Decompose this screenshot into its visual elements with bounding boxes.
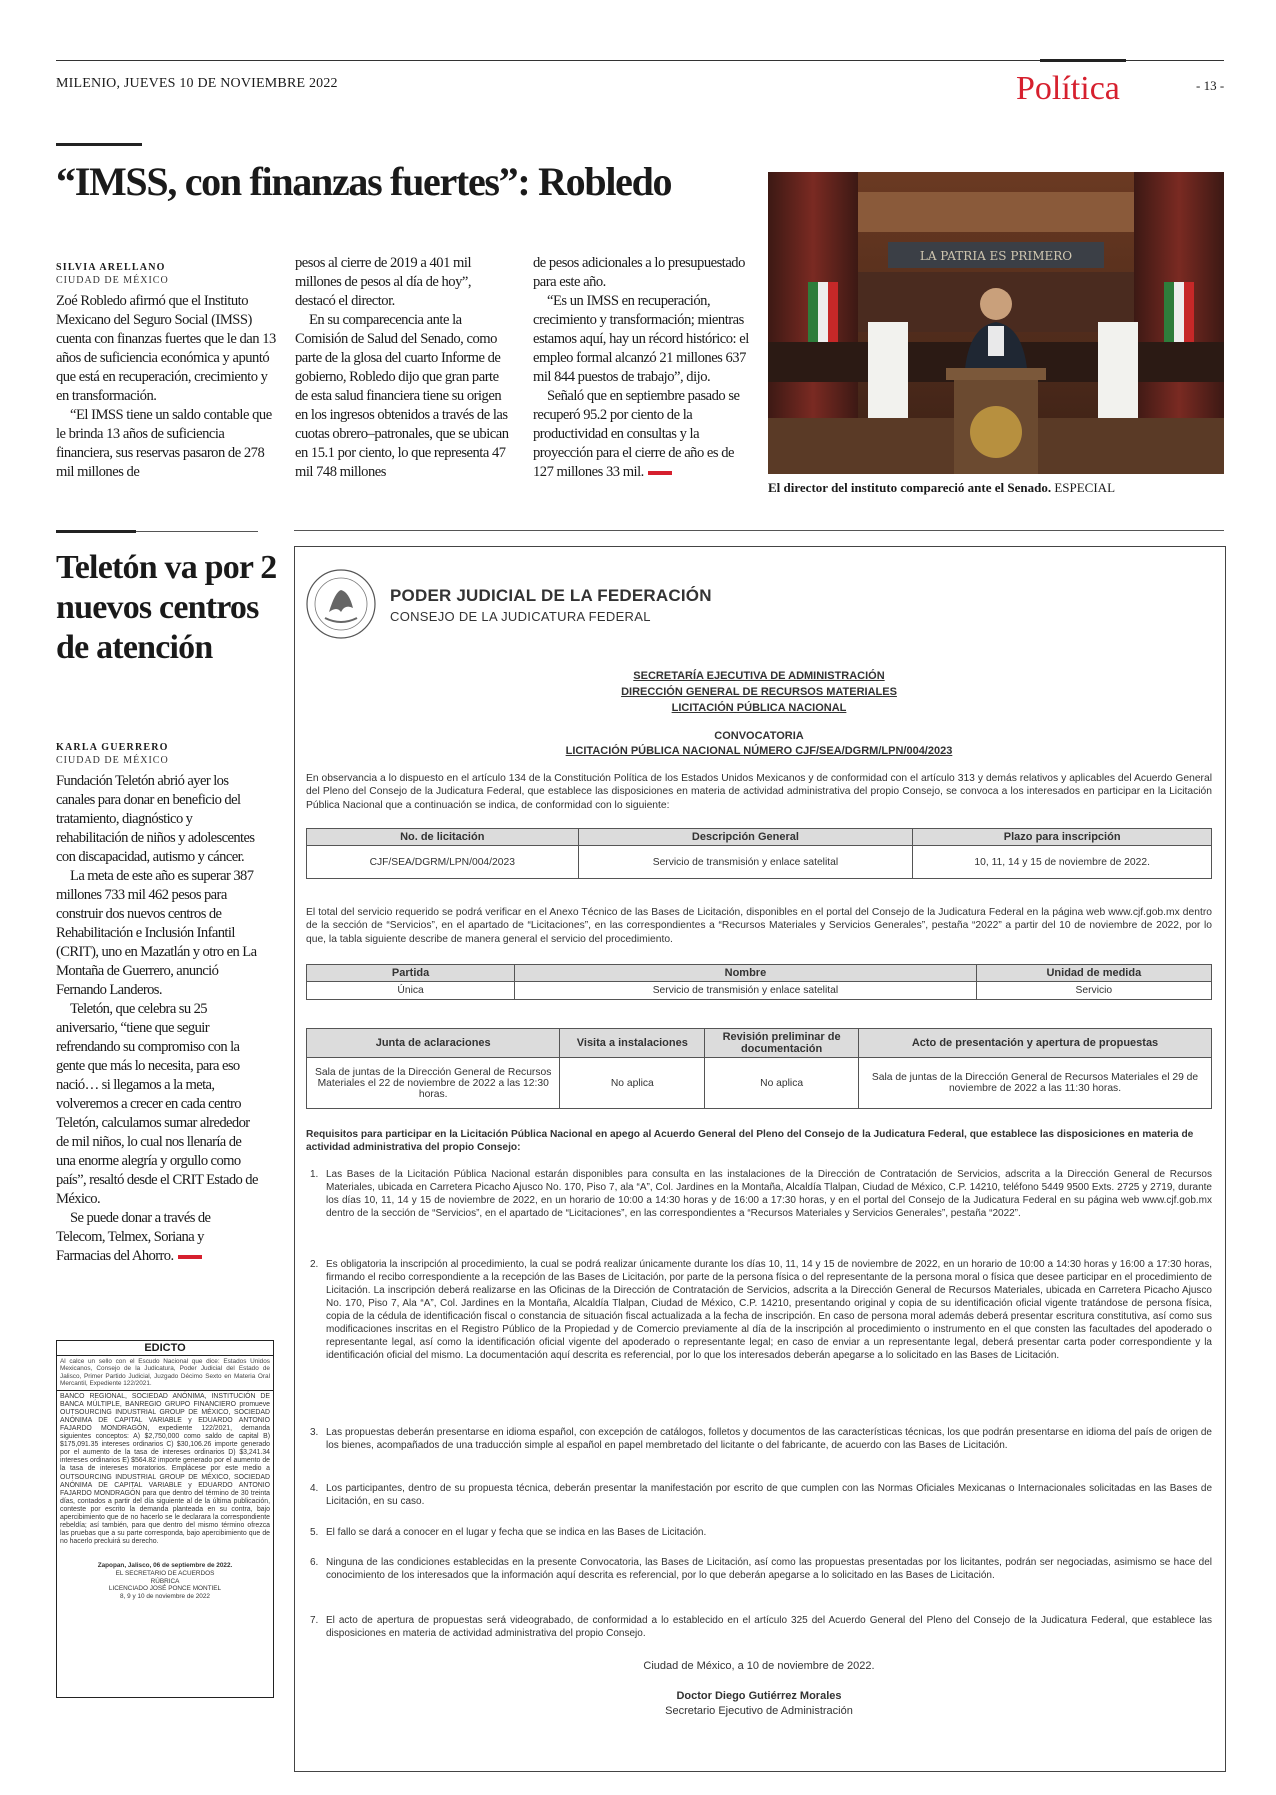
- photo-banner: LA PATRIA ES PRIMERO: [919, 249, 1073, 263]
- article1-city: CIUDAD DE MÉXICO: [56, 275, 169, 286]
- divider: [136, 531, 258, 532]
- headline-accent: [56, 143, 142, 146]
- edicto-signature: [57, 1562, 273, 1600]
- edicto-title: EDICTO: [57, 1341, 273, 1356]
- article1-col1: [56, 262, 276, 482]
- paragraph: de pesos adicionales a lo presupuestado para este año.: [533, 255, 745, 290]
- table-header: Nombre: [515, 965, 977, 982]
- end-mark: [178, 1255, 202, 1259]
- paragraph: La meta de este año es superar 387 millones 733 mil 462 pesos para construir dos nuevos centros de Rehabilitación e Inclusión Infantil (CRIT), uno en Mazatlán y otro en La Montaña de Guerrero, anunció Fernando Landeros.: [56, 868, 257, 998]
- edicto-role: EL SECRETARIO DE ACUERDOS: [115, 1570, 215, 1577]
- requirement-text: El acto de apertura de propuestas será videograbado, de conformidad a lo establecido en el artículo 325 del Acuerdo General del Pleno del Consejo de la Judicatura Federal, que establece las disposiciones en materia de actividad administrativa del propio Consejo.: [326, 1615, 1212, 1639]
- requirement-item: 6. Ninguna de las condiciones establecidas en la presente Convocatoria, las Bases de Licitación, así como las propuestas presentadas por los licitantes, podrán ser negociadas, asimismo se hace del conocimiento de los interesados que la información aquí descrita es referencial, por lo que deberán apegarse a lo solicitado en las Bases de Licitación.: [310, 1557, 1212, 1581]
- paragraph: Zoé Robledo afirmó que el Instituto Mexicano del Seguro Social (IMSS) cuenta con finanzas fuertes que le dan 13 años de suficiencia económica y apuntó que está en recuperación, crecimiento y en transformación.: [56, 293, 276, 404]
- table-cell: Servicio: [976, 982, 1211, 1000]
- requirement-text: Es obligatoria la inscripción al procedimiento, la cual se podrá realizar únicamente durante los días 10, 11, 14 y 15 de noviembre de 2022, en un horario de 10:00 a 14:30 horas y 16:00 a 17:30 horas, firmando el recibo correspondiente a la recepción de las Bases de Licitación, por parte de la persona física o del representante de la persona moral o física que desee participar en el procedimiento de Licitación. La inscripción deberá realizarse en las Oficinas de la Dirección de Contratación de Servicios, adscrita a la Dirección General de Recursos Materiales, ubicada en Carretera Picacho Ajusco No. 170, Piso 7, Ala “A”, Col. Jardines en la Montaña, Alcaldía Tlalpan, Ciudad de México, C.P. 14210, presentando original y copia de su identificación oficial vigente tratándose de persona física, copia de la cédula de identificación fiscal o constancia de situación fiscal actualizada a la fecha de inscripción. En caso de persona moral además deberá presentar escritura constitutiva, así como sus modificaciones inscritas en el Registro Público de la Propiedad y de Comercio previamente al día de la inscripción al procedimiento o instrumento en el que consten las facultades del apoderado o representante legal, así como la identificación oficial vigente del apoderado o representante legal; en caso de enviar a un representante legal, deberá presentar carta poder correspondiente y la identificación oficial del mismo. La documentación aquí descrita es referencial, por lo que los interesados deberán apegarse a lo solicitado en las Bases de Licitación.: [326, 1259, 1212, 1361]
- licitacion-number: LICITACIÓN PÚBLICA NACIONAL NÚMERO CJF/SEA/DGRM/LPN/004/2023: [565, 745, 953, 757]
- table-cell: CJF/SEA/DGRM/LPN/004/2023: [307, 846, 579, 879]
- photo-credit: ESPECIAL: [1054, 480, 1116, 495]
- table-cell: Única: [307, 982, 515, 1000]
- article2-city: CIUDAD DE MÉXICO: [56, 755, 169, 766]
- requirement-text: El fallo se dará a conocer en el lugar y fecha que se indica en las Bases de Licitación.: [326, 1527, 707, 1538]
- article1-col3: [533, 254, 751, 482]
- section-title: Política: [1016, 70, 1120, 107]
- table-cell: No aplica: [705, 1058, 859, 1109]
- edicto-dates: 8, 9 y 10 de noviembre de 2022: [120, 1592, 210, 1600]
- divider: [294, 530, 1224, 531]
- signer-name: Doctor Diego Gutiérrez Morales: [676, 1690, 842, 1702]
- place-date: Ciudad de México, a 10 de noviembre de 2022.: [643, 1660, 875, 1672]
- photo-caption: [768, 480, 1115, 496]
- headline-accent: [56, 530, 136, 533]
- paragraph: En su comparecencia ante la Comisión de Salud del Senado, como parte de la glosa del cuarto Informe de gobierno, Robledo dijo que gran parte de esta salud financiera tiene su origen en los ingresos obtenidos a través de las cuotas obrero–patronales, que se ubican en 15.1 por ciento, lo que representa 47 mil 748 millones: [295, 312, 509, 480]
- edicto-body: BANCO REGIONAL, SOCIEDAD ANÓNIMA, INSTITUCIÓN DE BANCA MÚLTIPLE, BANREGIO GRUPO FINANCIERO promueve OUTSOURCING INDUSTRIAL GROUP DE MÉXICO, SOCIEDAD ANÓNIMA DE CAPITAL VARIABLE y EDUARDO ANTONIO FAJARDO MONDRAGÓN, expediente 122/2021, demanda siguientes conceptos: A) $2,750,000 como saldo de capital B) $175,091.35 intereses ordinarios C) $30,106.26 importe generado por el aumento de la tasa de intereses ordinarios D) $3,241.34 intereses ordinarios E) $564.82 importe generado por el aumento de la tasa de intereses moratorios. Emplácese por este medio a OUTSOURCING INDUSTRIAL GROUP DE MÉXICO, SOCIEDAD ANÓNIMA DE CAPITAL VARIABLE y EDUARDO ANTONIO FAJARDO MONDRAGÓN para que dentro del término de 30 treinta días, contados a partir del día siguiente al de la última publicación, conteste por escrito la demanda planteada en su contra, bajo apercibimiento que de no hacerlo se le declarara la correspondiente rebeldía; así también, para que dentro del mismo término ofrezca las pruebas que a su parte corresponda, bajo apercibimiento que de no hacerlo precluirá su derecho.: [60, 1392, 270, 1546]
- article2-headline: Teletón va por 2 nuevos centros de atención: [56, 549, 277, 666]
- requirement-item: 2. Es obligatoria la inscripción al procedimiento, la cual se podrá realizar únicamente durante los días 10, 11, 14 y 15 de noviembre de 2022, en un horario de 10:00 a 14:30 horas y 16:00 a 17:30 horas, firmando el recibo correspondiente a la recepción de las Bases de Licitación, por parte de la persona física o del representante de la persona moral o física que desee participar en el procedimiento de Licitación. La inscripción deberá realizarse en las Oficinas de la Dirección de Contratación de Servicios, adscrita a la Dirección General de Recursos Materiales, ubicada en Carretera Picacho Ajusco No. 170, Piso 7, Ala “A”, Col. Jardines en la Montaña, Alcaldía Tlalpan, Ciudad de México, C.P. 14210, presentando original y copia de su identificación oficial vigente tratándose de persona física, copia de la cédula de identificación fiscal o constancia de situación fiscal actualizada a la fecha de inscripción. En caso de persona moral además deberá presentar escritura constitutiva, así como sus modificaciones inscritas en el Registro Público de la Propiedad y de Comercio previamente al día de la inscripción al procedimiento o instrumento en el que consten las facultades del apoderado o representante legal, así como la identificación oficial vigente del apoderado o representante legal; en caso de enviar a un representante legal, deberá presentar carta poder correspondiente y la identificación oficial del mismo. La documentación aquí descrita es referencial, por lo que los interesados deberán apegarse a lo solicitado en las Bases de Licitación.: [310, 1259, 1212, 1361]
- requirement-text: Ninguna de las condiciones establecidas en la presente Convocatoria, las Bases de Licitación, así como las propuestas presentadas por los licitantes, podrán ser negociadas, asimismo se hace del conocimiento de los interesados que la información aquí descrita es referencial, por lo que deberán apegarse a lo solicitado en las Bases de Licitación.: [326, 1557, 1212, 1581]
- paragraph: Fundación Teletón abrió ayer los canales para donar en beneficio del tratamiento, diagnóstico y rehabilitación de niños y adolescentes con discapacidad, autismo y cáncer.: [56, 773, 255, 865]
- caption-text: El director del instituto compareció ante el Senado.: [768, 480, 1052, 495]
- paragraph: “Es un IMSS en recuperación, crecimiento y transformación; mientras estamos aquí, hay un récord histórico: el empleo formal alcanzó 21 millones 637 mil 844 puestos de trabajo”, dijo.: [533, 293, 749, 385]
- paragraph-text: Señaló que en septiembre pasado se recuperó 95.2 por ciento de la productividad en consultas y la proyección para el cierre de año es de 127 millones 33 mil.: [533, 388, 740, 480]
- requirement-item: 4. Los participantes, dentro de su propuesta técnica, deberán presentar la manifestación por escrito de que cumplen con las Normas Oficiales Mexicanas o Internacionales solicitadas en las Bases de Licitación, en su caso.: [310, 1483, 1212, 1507]
- requirement-text: Las Bases de la Licitación Pública Nacional estarán disponibles para consulta en las instalaciones de la Dirección de Contratación de Servicios, adscrita a la Dirección General de Recursos Materiales, ubicada en Carretera Picacho Ajusco No. 170, Piso 7, ala “A”, Col. Jardines en la Montaña, Alcaldía Tlalpan, Ciudad de México, C.P. 14210, teléfono 5449 9500 Exts. 2725 y 2719, durante los días 10, 11, 14 y 15 de noviembre de 2022, en un horario de 10:00 a 14:30 horas y de 16:00 a 17:30 horas, y en el portal del Consejo de la Judicatura Federal en su página web www.cjf.gob.mx dentro de la sección de “Servicios”, en el apartado de “Licitaciones”, en las correspondientes a “Recursos Materiales y Servicios Generales”, pestaña “2022”.: [326, 1169, 1212, 1219]
- article1-col2: [295, 254, 513, 482]
- table-header: Descripción General: [578, 829, 913, 846]
- requirement-item: 7. El acto de apertura de propuestas será videograbado, de conformidad a lo establecido en el artículo 325 del Acuerdo General del Pleno del Consejo de la Judicatura Federal, que establece las disposiciones en materia de actividad administrativa del propio Consejo.: [310, 1615, 1212, 1639]
- requirement-item: 1. Las Bases de la Licitación Pública Nacional estarán disponibles para consulta en las instalaciones de la Dirección de Contratación de Servicios, adscrita a la Dirección General de Recursos Materiales, ubicada en Carretera Picacho Ajusco No. 170, Piso 7, ala “A”, Col. Jardines en la Montaña, Alcaldía Tlalpan, Ciudad de México, C.P. 14210, teléfono 5449 9500 Exts. 2725 y 2719, durante los días 10, 11, 14 y 15 de noviembre de 2022, en un horario de 10:00 a 14:30 horas y de 16:00 a 17:30 horas, y en el portal del Consejo de la Judicatura Federal en su página web www.cjf.gob.mx dentro de la sección de “Servicios”, en el apartado de “Licitaciones”, en las correspondientes a “Recursos Materiales y Servicios Generales”, pestaña “2022”.: [310, 1169, 1212, 1219]
- table-cell: Servicio de transmisión y enlace satelital: [578, 846, 913, 879]
- table-header: Plazo para inscripción: [913, 829, 1212, 846]
- requirement-text: Los participantes, dentro de su propuesta técnica, deberán presentar la manifestación por escrito de que cumplen con las Normas Oficiales Mexicanas o Internacionales solicitadas en las Bases de Licitación, en su caso.: [326, 1483, 1212, 1507]
- table-header: Junta de aclaraciones: [307, 1029, 560, 1058]
- table-header: Acto de presentación y apertura de propuestas: [859, 1029, 1212, 1058]
- events-table: [306, 1028, 1212, 1109]
- dept-line: SECRETARÍA EJECUTIVA DE ADMINISTRACIÓN: [633, 670, 885, 682]
- edicto-signer: LICENCIADO JOSÉ PONCE MONTIEL: [108, 1585, 222, 1593]
- requirements-title: Requisitos para participar en la Licitación Pública Nacional en apego al Acuerdo General del Pleno del Consejo de la Judicatura Federal, que establece las disposiciones en materia de actividad administrativa del propio Consejo:: [306, 1129, 1194, 1153]
- service-paragraph: El total del servicio requerido se podrá verificar en el Anexo Técnico de las Bases de Licitación, disponibles en el portal del Consejo de la Judicatura Federal en la página web www.cjf.gob.mx dentro de la sección de “Servicios”, en el apartado de “Licitaciones”, en las correspondientes a “Recursos Materiales y Servicios Generales”, pestaña “2022” a partir del 10 de noviembre de 2022, por lo que, la tabla siguiente describe de manera general el servicio del procedimiento.: [306, 907, 1212, 945]
- table-cell: Servicio de transmisión y enlace satelital: [515, 982, 977, 1000]
- edicto-place: Zapopan, Jalisco, 06 de septiembre de 2022.: [97, 1562, 233, 1570]
- signer-title: Secretario Ejecutivo de Administración: [665, 1705, 853, 1717]
- paragraph: “El IMSS tiene un saldo contable que le brinda 13 años de suficiencia financiera, sus reservas pasaron de 278 mil millones de: [56, 407, 272, 480]
- article2-body: [56, 742, 260, 1266]
- table-cell: Sala de juntas de la Dirección General de Recursos Materiales el 22 de noviembre de 2022 a las 12:30 horas.: [307, 1058, 560, 1109]
- table-header: Unidad de medida: [976, 965, 1211, 982]
- table-cell: Sala de juntas de la Dirección General de Recursos Materiales el 29 de noviembre de 2022 a las 11:30 horas.: [859, 1058, 1212, 1109]
- org-title: PODER JUDICIAL DE LA FEDERACIÓN: [390, 586, 712, 605]
- table-header: Revisión preliminar de documentación: [705, 1029, 859, 1058]
- paragraph: pesos al cierre de 2019 a 401 mil millones de pesos al día de hoy”, destacó el director.: [295, 255, 472, 309]
- paper-date: MILENIO, JUEVES 10 DE NOVIEMBRE 2022: [56, 76, 338, 91]
- national-seal-icon: [305, 568, 377, 640]
- table-header: Visita a instalaciones: [560, 1029, 705, 1058]
- partida-table: [306, 964, 1212, 1000]
- page-number: - 13 -: [1196, 78, 1225, 93]
- paragraph: Teletón, que celebra su 25 aniversario, “tiene que seguir refrendando su compromiso con la gente que más lo necesita, para eso nació… si llegamos a la meta, volveremos a crecer en cada centro Teletón, calculamos sumar alrededor de mil niños, lo cual nos llenaría de una enorme alegría y orgullo como país”, resaltó desde el CRIT Estado de México.: [56, 1001, 258, 1207]
- requirement-item: 5. El fallo se dará a conocer en el lugar y fecha que se indica en las Bases de Licitación.: [310, 1527, 707, 1538]
- org-subtitle: CONSEJO DE LA JUDICATURA FEDERAL: [390, 609, 651, 624]
- intro-paragraph: En observancia a lo dispuesto en el artículo 134 de la Constitución Política de los Estados Unidos Mexicanos y de conformidad con el artículo 313 y demás relativos y aplicables del Acuerdo General del Pleno del Consejo de la Judicatura Federal, que establece las disposiciones en materia de actividad administrativa del propio Consejo, se convoca a los interesados en participar en la Licitación Pública Nacional que a continuación se indica, de conformidad con lo siguiente:: [306, 773, 1212, 811]
- paragraph-text: Se puede donar a través de Telecom, Telmex, Soriana y Farmacias del Ahorro.: [56, 1210, 211, 1264]
- dept-line: DIRECCIÓN GENERAL DE RECURSOS MATERIALES: [621, 686, 897, 698]
- article1-headline: “IMSS, con finanzas fuertes”: Robledo: [56, 159, 672, 204]
- article2-author: KARLA GUERRERO: [56, 742, 169, 753]
- convocatoria-title: CONVOCATORIA: [714, 730, 804, 742]
- licitacion-table: [306, 828, 1212, 879]
- dept-line: LICITACIÓN PÚBLICA NACIONAL: [671, 702, 847, 714]
- table-cell: No aplica: [560, 1058, 705, 1109]
- paragraph: [533, 387, 751, 482]
- table-header: Partida: [307, 965, 515, 982]
- senate-photo: [768, 172, 1224, 474]
- requirement-text: Las propuestas deberán presentarse en idioma español, con excepción de catálogos, folletos y documentos de las características técnicas, los que podrán presentarse en idioma del país de origen de los bienes, acompañados de una traducción simple al español en papel membretado del licitante o del fabricante, de acuerdo con las Bases de Licitación.: [326, 1427, 1212, 1451]
- edicto-notice: [56, 1340, 274, 1698]
- edicto-intro: Al calce un sello con el Escudo Nacional que dice: Estados Unidos Mexicanos, Consejo de la Judicatura, Poder Judicial del Estado de Jalisco, Primer Partido Judicial, Juzgado Décimo Sexto en Materia Oral Mercantil, Expediente 122/2021.: [57, 1356, 273, 1391]
- header-accent: [1040, 59, 1126, 62]
- table-cell: 10, 11, 14 y 15 de noviembre de 2022.: [913, 846, 1212, 879]
- end-mark: [648, 471, 672, 475]
- edicto-rubrica: RÚBRICA: [150, 1577, 180, 1585]
- article1-author: SILVIA ARELLANO: [56, 262, 166, 273]
- requirement-item: 3. Las propuestas deberán presentarse en idioma español, con excepción de catálogos, folletos y documentos de las características técnicas, los que podrán presentarse en idioma del país de origen de los bienes, acompañados de una traducción simple al español en papel membretado del licitante o del fabricante, de acuerdo con las Bases de Licitación.: [310, 1427, 1212, 1451]
- table-header: No. de licitación: [307, 829, 579, 846]
- paragraph: [56, 1209, 260, 1266]
